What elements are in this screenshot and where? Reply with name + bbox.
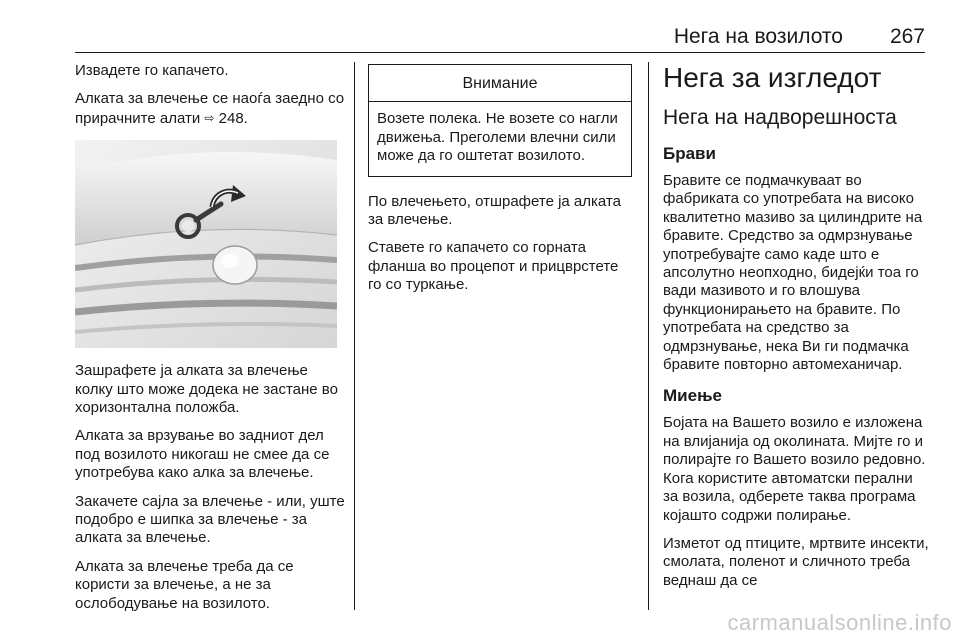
warning-text: Возете полека. Не возете со нагли движења. Преголеми влечни сили може да го оштетат возилото. bbox=[377, 110, 618, 165]
paragraph-washing: Бојата на Вашето возило е изложена на влијанија од околината. Мијте го и полирајте го Вашето возило редовно. Кога користите автоматски перални за возила, одберете таква програма којашто содржи полирање. bbox=[663, 414, 926, 524]
paragraph-unscrew: По влечењето, отшрафете ја алката за влечење. bbox=[368, 192, 621, 229]
column-divider-right bbox=[648, 62, 649, 610]
paragraph-locks: Бравите се подмачкуваат во фабриката со употребата на високо квалитетно мазиво за цилиндрите на бравите. Средство за одмрзнување употребувајте само каде што е апсолутно неопходно, бидејќи тоа го вади мазивото и го влошува функционирањето на бравите. По употребата на средство за одмрзнување, нека Ви ги подмачка бравите повторно автомеханичар. bbox=[663, 172, 923, 374]
middle-column bbox=[368, 62, 636, 305]
paragraph-rear-eye-warning: Алката за врзување во задниот дел под возилото никогаш не смее да се употребува како алка за влечење. bbox=[75, 427, 330, 482]
page-header bbox=[75, 22, 925, 53]
paragraph-replace-cap: Ставете го капачето со горната фланша во процепот и прицврстете го со туркање. bbox=[368, 239, 619, 294]
paragraph-usage-note: Алката за влечење треба да се користи за влечење, а не за ослободување на возилото. bbox=[75, 557, 294, 612]
paragraph-contaminants: Изметот од птиците, мртвите инсекти, смолата, поленот и сличното треба веднаш да се bbox=[663, 534, 929, 589]
left-column bbox=[75, 62, 347, 623]
page-number: 267 bbox=[889, 25, 925, 48]
arrow-right-outline-icon: ⇨ bbox=[204, 110, 215, 125]
warning-title: Внимание bbox=[369, 65, 631, 102]
topic-heading-locks: Брави bbox=[663, 144, 716, 163]
right-column bbox=[663, 62, 931, 600]
paragraph-remove-cap: Извадете го капачето. bbox=[75, 62, 229, 79]
paragraph-attach-rope: Закачете сајла за влечење - или, уште подобро е шипка за влечење - за алката за влечење. bbox=[75, 492, 345, 547]
page-reference[interactable]: 248. bbox=[218, 109, 248, 127]
chapter-title: Нега на возилото bbox=[673, 25, 843, 48]
paragraph-screw-in: Зашрафете ја алката за влечење колку што може додека не застане во хоризонтална положба. bbox=[75, 362, 338, 417]
paragraph-tow-eye-location bbox=[75, 90, 347, 128]
topic-heading-washing: Миење bbox=[663, 386, 722, 406]
paragraph-text: Алката за влечење се наоѓа заедно со прирачните алати bbox=[75, 90, 345, 127]
tow-eye-illustration bbox=[75, 140, 337, 348]
warning-box bbox=[368, 64, 632, 177]
section-heading: Нега за изгледот bbox=[663, 62, 882, 93]
column-divider-left bbox=[354, 62, 355, 610]
subsection-heading: Нега на надворешноста bbox=[663, 106, 897, 129]
watermark-logo: carmanualsonline.info bbox=[727, 610, 952, 635]
